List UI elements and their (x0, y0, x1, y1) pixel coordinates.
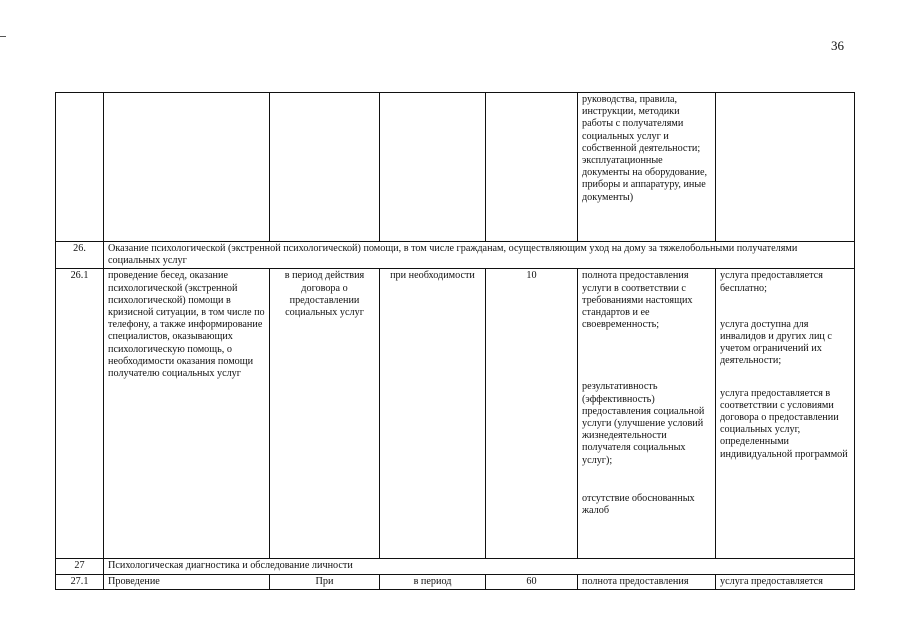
section-row-26 (56, 242, 855, 269)
table-row-continuation (56, 93, 855, 242)
service-description: Проведение (104, 574, 270, 589)
page-number: 36 (831, 38, 844, 53)
table-row-26-1 (56, 269, 855, 559)
cell-frequency (380, 93, 486, 242)
cell-description (104, 93, 270, 242)
section-title: Психологическая диагностика и обследование личности (104, 559, 855, 574)
quality-completeness: полнота предоставления услуги в соответствии с требованиями настоящих стандартов и ее своевременность; (582, 270, 693, 331)
quality-effectiveness: результативность (эффективность) предоставления социальной услуги (улучшение условий жизнедеятельности получателя социальных услуг); (582, 381, 705, 466)
service-description: проведение бесед, оказание психологической (экстренной психологической) помощи в кризисной ситуации, в том числе по телефону, а также информирование специалистов, оказывающих психологическую помощь, о необходимости оказания помощи получателю социальных услуг (104, 269, 270, 559)
table-row-27-1 (56, 574, 855, 589)
cell-conditions (716, 93, 855, 242)
service-time: 60 (486, 574, 578, 589)
section-title: Оказание психологической (экстренной психологической) помощи, в том числе гражданам, осуществляющим уход на дому за тяжелобольными получателями социальных услуг (104, 242, 855, 269)
cell-time (486, 93, 578, 242)
cell-quality: руководства, правила, инструкции, методики работы с получателями социальных услуг и собственной деятельности; эксплуатационные документы на оборудование, приборы и аппаратуру, иные документы) (578, 93, 716, 242)
row-number: 26.1 (56, 269, 104, 559)
row-number: 27.1 (56, 574, 104, 589)
scan-edge-mark (0, 36, 6, 37)
standards-table (55, 92, 855, 590)
service-period: При (270, 574, 380, 589)
service-frequency: при необходимости (380, 269, 486, 559)
section-row-27 (56, 559, 855, 574)
condition-contract: услуга предоставляется в соответствии с условиями договора о предоставлении социальных услуг, определенными индивидуальной программой (720, 387, 848, 460)
service-period: в период действия договора о предоставлении социальных услуг (270, 269, 380, 559)
section-number: 26. (56, 242, 104, 269)
condition-free: услуга предоставляется бесплатно; (720, 270, 823, 294)
service-time: 10 (486, 269, 578, 559)
service-conditions (716, 269, 855, 559)
quality-no-complaints: отсутствие обоснованных жалоб (582, 492, 695, 517)
section-number: 27 (56, 559, 104, 574)
quality-indicators: полнота предоставления (578, 574, 716, 589)
service-frequency: в период (380, 574, 486, 589)
cell-num (56, 93, 104, 242)
cell-period (270, 93, 380, 242)
condition-accessible: услуга доступна для инвалидов и других лиц с учетом ограничений их деятельности; (720, 318, 832, 367)
service-conditions: услуга предоставляется (716, 574, 855, 589)
quality-indicators (578, 269, 716, 559)
